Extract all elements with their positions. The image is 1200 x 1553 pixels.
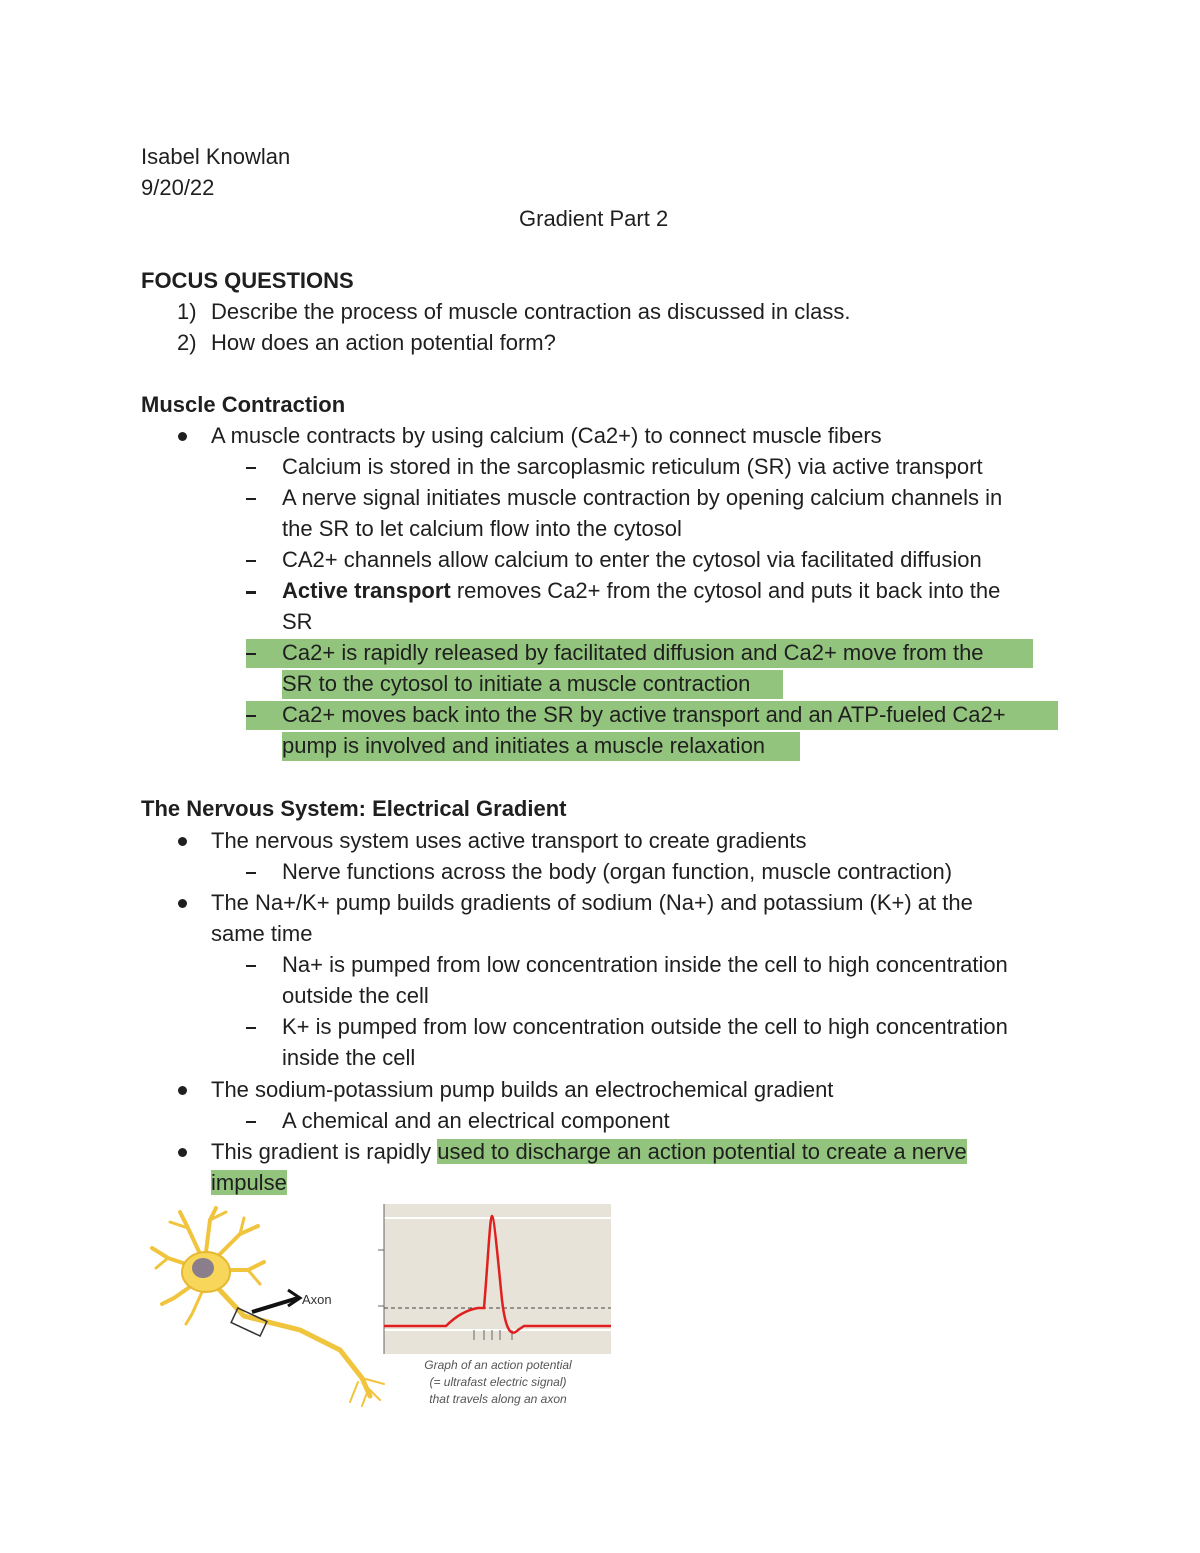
neuron-illustration — [140, 1200, 390, 1410]
list-item: A muscle contracts by using calcium (Ca2+) to connect muscle fibers — [211, 423, 882, 448]
bullet-icon — [178, 432, 187, 441]
focus-questions-heading: FOCUS QUESTIONS — [141, 268, 354, 293]
nucleus — [192, 1258, 214, 1278]
sub-list-item — [282, 575, 1000, 606]
highlighted-text: impulse — [211, 1170, 287, 1195]
sub-list-item: Calcium is stored in the sarcoplasmic reticulum (SR) via active transport — [282, 454, 983, 479]
bullet-icon — [178, 1086, 187, 1095]
bullet-icon — [178, 837, 187, 846]
sub-list-item: Nerve functions across the body (organ function, muscle contraction) — [282, 859, 953, 884]
sub-list-item-continued: inside the cell — [282, 1045, 416, 1070]
author-name: Isabel Knowlan — [141, 144, 291, 169]
sub-list-item-continued: the SR to let calcium flow into the cytosol — [282, 516, 682, 541]
dash-icon — [246, 498, 256, 500]
nervous-system-heading: The Nervous System: Electrical Gradient — [141, 796, 567, 821]
bold-term: Active transport — [282, 578, 451, 603]
list-item: The Na+/K+ pump builds gradients of sodium (Na+) and potassium (K+) at the — [211, 890, 973, 915]
sub-list-item: K+ is pumped from low concentration outside the cell to high concentration — [282, 1014, 1008, 1039]
list-item-continued — [211, 1167, 287, 1198]
page-title: Gradient Part 2 — [519, 206, 669, 231]
question-number: 2) — [177, 330, 197, 355]
dash-icon — [246, 467, 256, 469]
muscle-contraction-heading: Muscle Contraction — [141, 392, 346, 417]
dash-icon — [246, 715, 256, 717]
dash-icon — [246, 872, 256, 874]
question-1: Describe the process of muscle contraction as discussed in class. — [211, 299, 851, 324]
sub-list-item-highlighted: Ca2+ is rapidly released by facilitated diffusion and Ca2+ move from the — [282, 640, 984, 665]
sub-list-item: A chemical and an electrical component — [282, 1108, 670, 1133]
question-number: 1) — [177, 299, 197, 324]
sub-list-item-highlighted: Ca2+ moves back into the SR by active transport and an ATP-fueled Ca2+ — [282, 702, 1006, 727]
sub-list-item-continued: SR — [282, 609, 313, 634]
sub-list-item: Na+ is pumped from low concentration inside the cell to high concentration — [282, 952, 1008, 977]
highlighted-text: used to discharge an action potential to create a nerve — [437, 1139, 967, 1164]
bullet-icon — [178, 1148, 187, 1157]
sub-list-item-continued: outside the cell — [282, 983, 429, 1008]
graph-background — [384, 1204, 611, 1354]
question-2: How does an action potential form? — [211, 330, 556, 355]
dash-icon — [246, 1121, 256, 1123]
date: 9/20/22 — [141, 175, 215, 200]
list-item-continued: same time — [211, 921, 313, 946]
sub-list-item-text: removes Ca2+ from the cytosol and puts it back into the — [450, 578, 1001, 603]
graph-caption-line: (= ultrafast electric signal) — [429, 1375, 567, 1389]
action-potential-graph — [378, 1200, 618, 1410]
sub-list-item: A nerve signal initiates muscle contraction by opening calcium channels in — [282, 485, 1003, 510]
dash-icon — [246, 560, 256, 562]
list-item — [211, 1136, 967, 1167]
dash-icon — [246, 591, 256, 594]
dash-icon — [246, 653, 256, 655]
list-item: The sodium-potassium pump builds an electrochemical gradient — [211, 1077, 834, 1102]
list-item-text: This gradient is rapidly — [211, 1139, 438, 1164]
graph-caption-line: Graph of an action potential — [424, 1358, 572, 1372]
bullet-icon — [178, 899, 187, 908]
sub-list-item-continued: SR to the cytosol to initiate a muscle contraction — [282, 671, 751, 696]
sub-list-item: CA2+ channels allow calcium to enter the cytosol via facilitated diffusion — [282, 547, 982, 572]
sub-list-item-continued: pump is involved and initiates a muscle relaxation — [282, 733, 766, 758]
dash-icon — [246, 1027, 256, 1029]
dash-icon — [246, 965, 256, 967]
list-item: The nervous system uses active transport to create gradients — [211, 828, 807, 853]
axon-label: Axon — [302, 1292, 332, 1307]
graph-caption-line: that travels along an axon — [429, 1392, 567, 1406]
